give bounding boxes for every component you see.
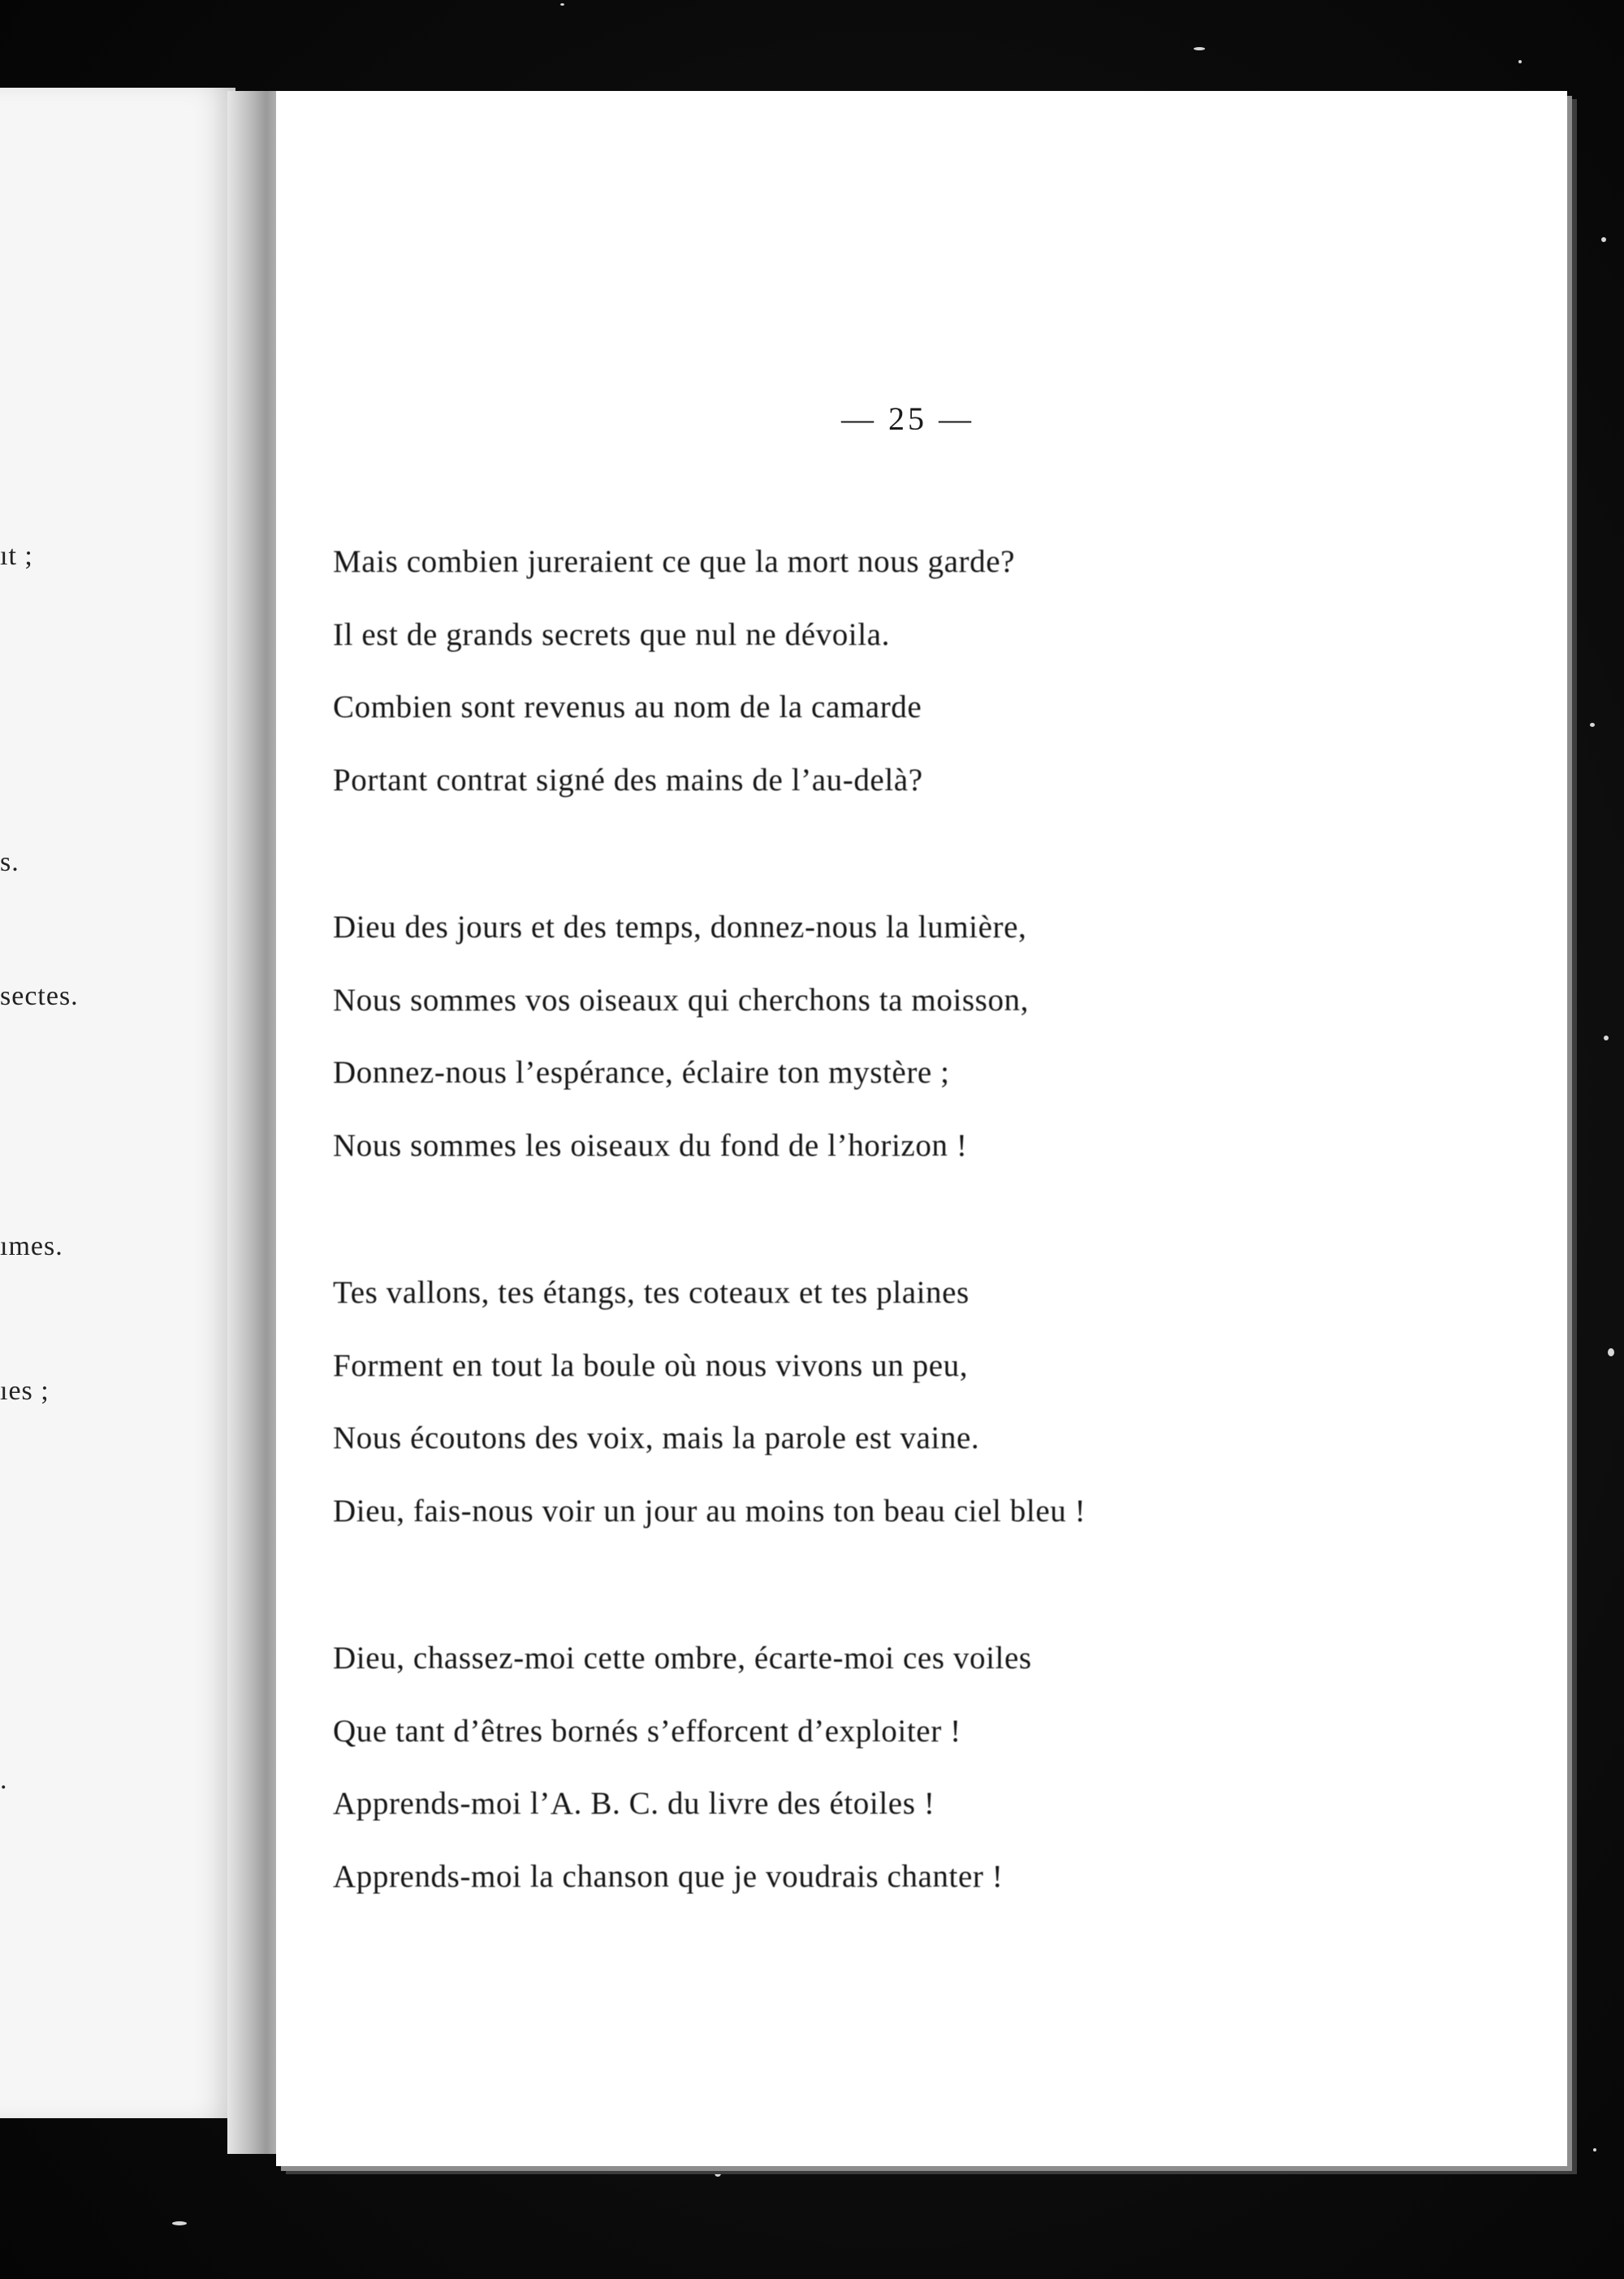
verse-line: Que tant d’êtres bornés s’efforcent d’exploiter !	[333, 1713, 961, 1749]
verse-line: Tes vallons, tes étangs, tes coteaux et tes plaines	[333, 1275, 970, 1310]
dust-speck	[1601, 237, 1606, 242]
stanza	[333, 1256, 1551, 1547]
left-page-fragment: ıes ;	[0, 1376, 50, 1406]
verse-line: Dieu, fais-nous voir un jour au moins ton beau ciel bleu !	[333, 1493, 1086, 1529]
verse-line: Donnez-nous l’espérance, éclaire ton mystère ;	[333, 1055, 950, 1090]
dust-speck	[1590, 723, 1595, 727]
right-page	[276, 91, 1567, 2166]
dust-speck	[172, 2221, 187, 2225]
verse-line: Combien sont revenus au nom de la camarde	[333, 690, 922, 724]
verse-line: Il est de grands secrets que nul ne dévoila.	[333, 616, 890, 652]
left-page-fragment: sectes.	[0, 981, 79, 1011]
left-page	[0, 88, 235, 2118]
verse-line: Apprends-moi la chanson que je voudrais chanter !	[333, 1858, 1004, 1894]
dust-speck	[715, 2170, 721, 2177]
verse-line: Nous sommes vos oiseaux qui cherchons ta moisson,	[333, 982, 1029, 1018]
verse-line: Apprends-moi l’A. B. C. du livre des étoiles !	[333, 1786, 935, 1821]
stanza	[333, 525, 1551, 816]
verse-line: Dieu, chassez-moi cette ombre, écarte-moi ces voiles	[333, 1641, 1032, 1676]
verse-line: Mais combien jureraient ce que la mort nous garde?	[333, 544, 1016, 579]
stanza	[333, 1622, 1551, 1913]
verse-line: Forment en tout la boule où nous vivons un peu,	[333, 1347, 969, 1383]
poem	[333, 525, 1551, 1987]
verse-line: Portant contrat signé des mains de l’au-delà?	[333, 762, 923, 798]
page-number: — 25 —	[841, 400, 974, 437]
dust-speck	[560, 3, 564, 6]
dust-speck	[1593, 2148, 1596, 2151]
left-page-fragment: .	[0, 1765, 8, 1795]
left-page-fragment: s.	[0, 847, 19, 877]
dust-speck	[1604, 1036, 1609, 1040]
left-page-fragment: ıt ;	[0, 541, 33, 571]
left-page-fragment: ımes.	[0, 1231, 63, 1261]
stanza	[333, 891, 1551, 1182]
dust-speck	[1608, 1348, 1614, 1356]
verse-line: Nous écoutons des voix, mais la parole est vaine.	[333, 1421, 980, 1455]
dust-speck	[1518, 60, 1522, 63]
verse-line: Dieu des jours et des temps, donnez-nous la lumière,	[333, 910, 1027, 945]
verse-line: Nous sommes les oiseaux du fond de l’horizon !	[333, 1127, 968, 1163]
dust-speck	[1194, 47, 1205, 50]
